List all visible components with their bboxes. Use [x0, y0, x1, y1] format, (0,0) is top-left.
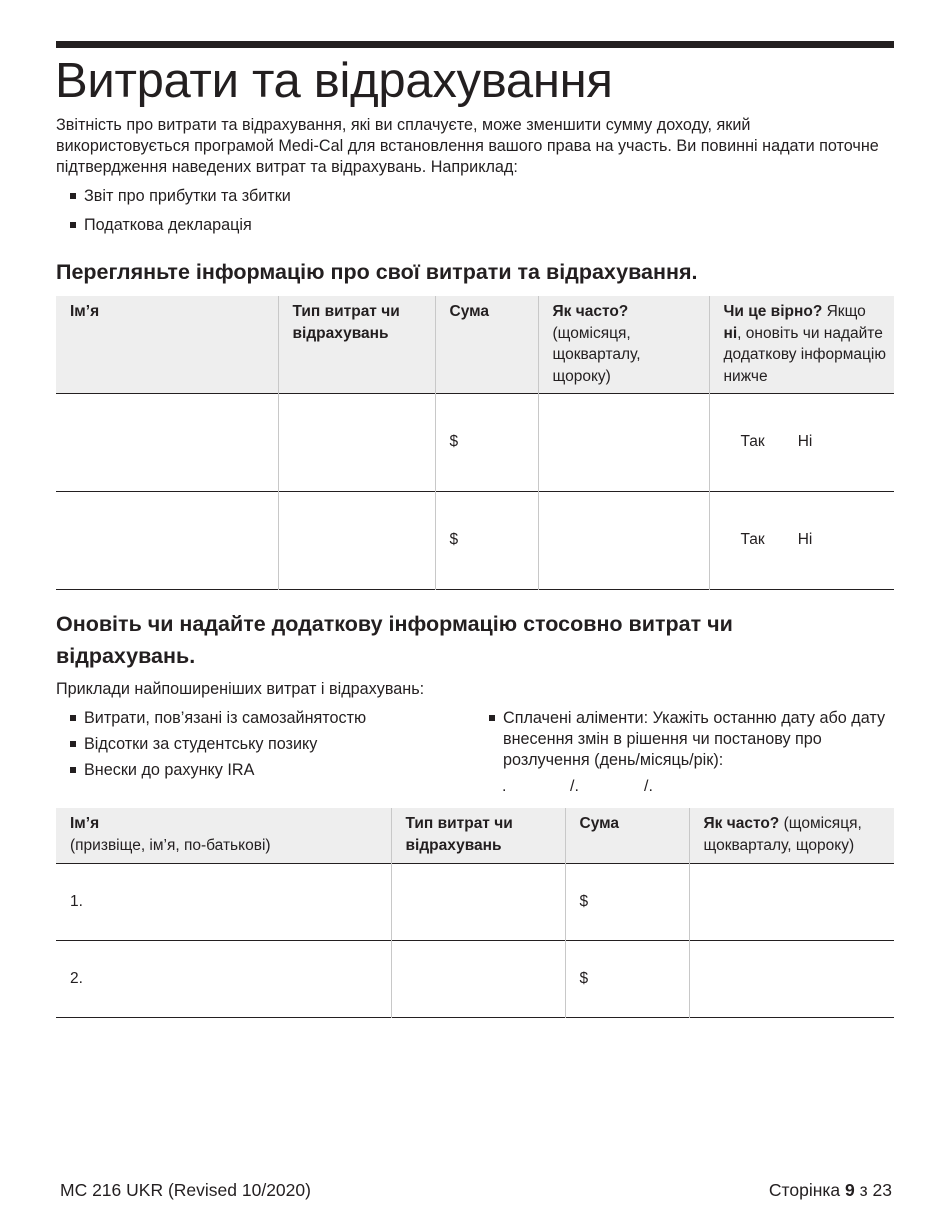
- top-rule: [56, 41, 894, 48]
- table-row: [56, 491, 894, 589]
- name-cell[interactable]: [56, 491, 278, 589]
- yes-option[interactable]: Так: [740, 433, 765, 451]
- list-item: Податкова декларація: [70, 215, 291, 244]
- col-frequency-header: Як часто? (щомісяця, щокварталу, щороку): [538, 296, 709, 393]
- list-item: Внески до рахунку IRA: [70, 760, 366, 786]
- type-cell[interactable]: [278, 393, 435, 491]
- examples-intro: Приклади найпоширеніших витрат і відрахувань:: [56, 680, 425, 698]
- date-year: /.: [644, 778, 653, 795]
- type-cell[interactable]: [278, 491, 435, 589]
- form-id: MC 216 UKR (Revised 10/2020): [60, 1180, 311, 1200]
- col-name-header: Ім’я: [56, 296, 278, 393]
- date-day: .: [502, 778, 507, 795]
- col-type-header: Тип витрат чи відрахувань: [278, 296, 435, 393]
- table-row: [56, 863, 894, 940]
- frequency-cell[interactable]: [689, 863, 894, 940]
- intro-paragraph: Звітність про витрати та відрахування, які ви сплачуєте, може зменшити сумму доходу, який використовується програмой Medi-Cal для встановлення вашого права на участь. Ви повинні надати поточне підтвердження наведених витрат та відрахувань. Наприклад:: [56, 116, 879, 176]
- col-correct-header: Чи це вірно? Якщо ні, оновіть чи надайте додаткову інформацію нижче: [709, 296, 894, 393]
- type-cell[interactable]: [391, 863, 565, 940]
- correct-cell: [709, 491, 894, 589]
- list-item: Відсотки за студентську позику: [70, 734, 366, 760]
- amount-cell[interactable]: $: [435, 393, 538, 491]
- frequency-cell[interactable]: [538, 491, 709, 589]
- section2-heading: Оновіть чи надайте додаткову інформацію стосовно витрат чи відрахувань.: [56, 612, 733, 668]
- correct-cell: [709, 393, 894, 491]
- table-header-row: [56, 296, 894, 393]
- amount-cell[interactable]: $: [565, 863, 689, 940]
- name-cell[interactable]: [56, 393, 278, 491]
- expenses-update-table: [56, 808, 894, 1018]
- examples-list-right: [489, 708, 889, 771]
- no-option[interactable]: Ні: [797, 531, 813, 549]
- col-amount-header: Сума: [565, 808, 689, 863]
- table-row: [56, 940, 894, 1017]
- frequency-cell[interactable]: [538, 393, 709, 491]
- frequency-cell[interactable]: [689, 940, 894, 1017]
- amount-cell[interactable]: $: [565, 940, 689, 1017]
- table-header-row: [56, 808, 894, 863]
- col-amount-header: Сума: [435, 296, 538, 393]
- no-option[interactable]: Ні: [797, 433, 813, 451]
- intro-list: [70, 186, 291, 244]
- expenses-review-table: [56, 296, 894, 590]
- name-cell[interactable]: 2.: [70, 969, 83, 987]
- col-frequency-header: Як часто? (щомісяця, щокварталу, щороку): [689, 808, 894, 863]
- list-item: Звіт про прибутки та збитки: [70, 186, 291, 215]
- amount-cell[interactable]: $: [435, 491, 538, 589]
- page-title: Витрати та відрахування: [55, 54, 613, 108]
- col-name-header: Ім’я (призвіще, ім’я, по-батькові): [56, 808, 391, 863]
- yes-option[interactable]: Так: [740, 531, 765, 549]
- type-cell[interactable]: [391, 940, 565, 1017]
- table-row: [56, 393, 894, 491]
- col-type-header: Тип витрат чи відрахувань: [391, 808, 565, 863]
- name-cell[interactable]: 1.: [70, 892, 83, 910]
- section1-heading: Перегляньте інформацію про свої витрати та відрахування.: [56, 260, 698, 284]
- date-month: /.: [570, 778, 579, 795]
- list-item: Витрати, пов’язані із самозайнятостю: [70, 708, 366, 734]
- examples-list-left: [70, 708, 366, 786]
- list-item: Сплачені аліменти: Укажіть останню дату або дату внесення змін в рішення чи постанову про розлучення (день/місяць/рік):: [489, 708, 889, 771]
- page-number: Сторінка 9 з 23: [768, 1180, 892, 1200]
